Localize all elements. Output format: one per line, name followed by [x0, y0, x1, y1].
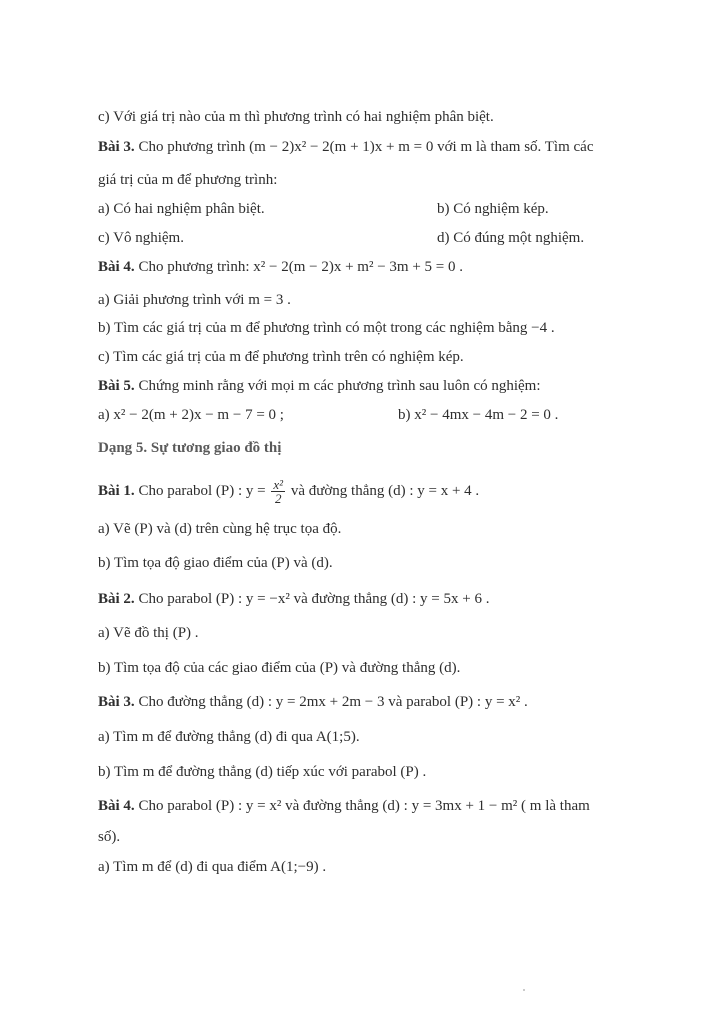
exercise-line [98, 589, 489, 609]
exercise-label: Bài 5. [98, 378, 135, 394]
text-line: giá trị của m để phương trình: [98, 172, 278, 188]
text-line: c) Tìm các giá trị của m để phương trình trên có nghiệm kép. [98, 349, 464, 365]
text-line: c) Với giá trị nào của m thì phương trình có hai nghiệm phân biệt. [98, 109, 494, 125]
fraction-denominator: 2 [274, 491, 282, 506]
text-line: a) Giải phương trình với m = 3 . [98, 292, 291, 308]
fraction-numerator: x² [273, 477, 284, 492]
option-line: c) Vô nghiệm. [98, 230, 184, 246]
scan-speck [523, 989, 525, 991]
text-line: a) x² − 2(m + 2)x − m − 7 = 0 ; [98, 407, 284, 423]
exercise-text: Cho phương trình (m − 2)x² − 2(m + 1)x + m = 0 với m là tham số. Tìm các [138, 139, 594, 155]
exercise-text: Chứng minh rằng với mọi m các phương trình sau luôn có nghiệm: [138, 378, 541, 394]
exercise-line [98, 478, 479, 505]
exercise-text: Cho đường thẳng (d) : y = 2mx + 2m − 3 và parabol (P) : y = x² . [138, 694, 528, 710]
option-line: d) Có đúng một nghiệm. [437, 230, 585, 246]
exercise-label: Bài 3. [98, 139, 135, 155]
exercise-line [98, 796, 590, 816]
exercise-line [98, 137, 593, 157]
exercise-text: Cho parabol (P) : y = [138, 482, 266, 499]
text-line: b) Tìm tọa độ giao điểm của (P) và (d). [98, 555, 333, 571]
exercise-label: Bài 3. [98, 694, 135, 710]
text-line: số). [98, 829, 121, 845]
text-line: b) x² − 4mx − 4m − 2 = 0 . [398, 407, 559, 423]
text-line: a) Vẽ (P) và (d) trên cùng hệ trục tọa độ. [98, 521, 342, 537]
text-line: b) Tìm các giá trị của m để phương trình có một trong các nghiệm bằng −4 . [98, 320, 555, 336]
exercise-line [98, 376, 541, 396]
exercise-label: Bài 2. [98, 591, 135, 607]
exercise-text: Cho phương trình: x² − 2(m − 2)x + m² − 3m + 5 = 0 . [138, 259, 463, 275]
exercise-label: Bài 4. [98, 798, 135, 814]
option-line: a) Có hai nghiệm phân biệt. [98, 201, 265, 217]
section-heading: Dạng 5. Sự tương giao đồ thị [98, 440, 282, 456]
exercise-text: và đường thẳng (d) : y = x + 4 . [290, 482, 480, 499]
text-line: b) Tìm m để đường thẳng (d) tiếp xúc với parabol (P) . [98, 764, 427, 780]
exercise-label: Bài 4. [98, 259, 135, 275]
text-line: b) Tìm tọa độ của các giao điểm của (P) và đường thẳng (d). [98, 660, 461, 676]
exercise-line [98, 257, 463, 277]
exercise-text: Cho parabol (P) : y = x² và đường thẳng (d) : y = 3mx + 1 − m² ( m là tham [138, 798, 590, 814]
exercise-line [98, 692, 528, 712]
option-line: b) Có nghiệm kép. [437, 201, 549, 217]
fraction [271, 478, 285, 505]
exercise-label: Bài 1. [98, 482, 135, 499]
text-line: a) Tìm m để (d) đi qua điểm A(1;−9) . [98, 859, 327, 875]
text-line: a) Vẽ đồ thị (P) . [98, 625, 199, 641]
exercise-text: Cho parabol (P) : y = −x² và đường thẳng (d) : y = 5x + 6 . [138, 591, 490, 607]
text-line: a) Tìm m để đường thẳng (d) đi qua A(1;5). [98, 729, 360, 745]
